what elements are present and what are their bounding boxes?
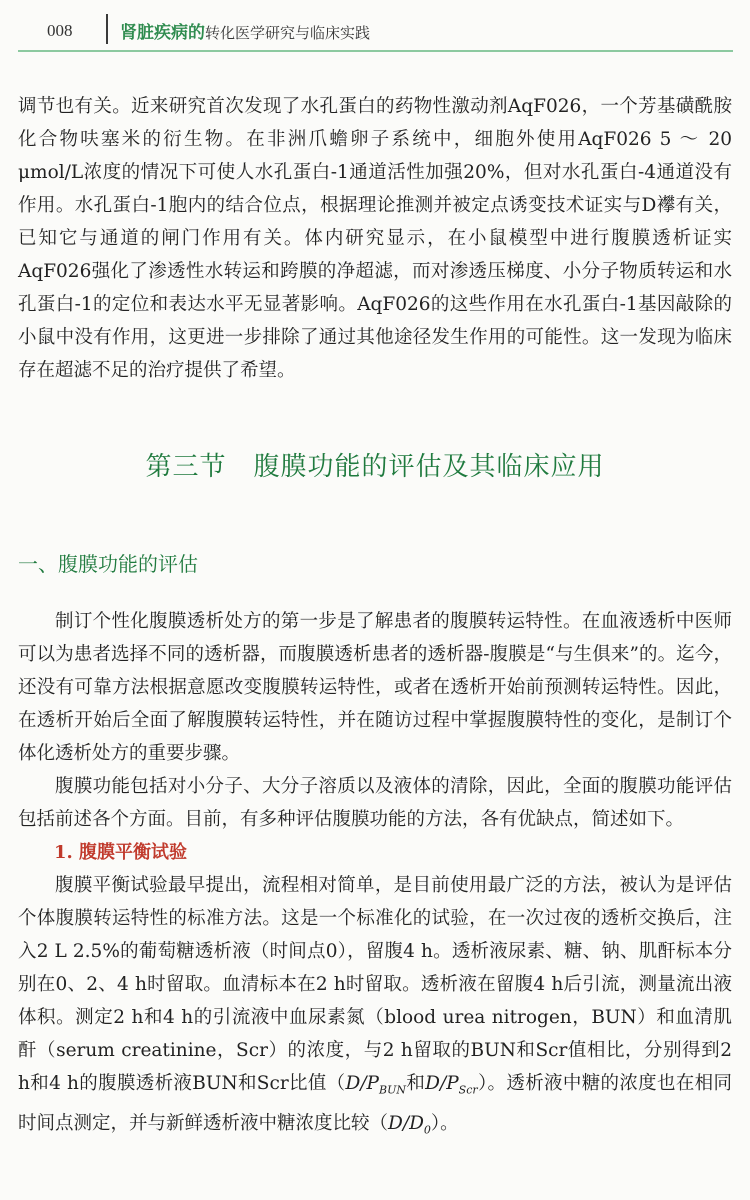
pet-text-mid: ）。透析液中糖的浓度也在相同时间点测定，并与新鲜透析液中糖浓度比较（ [18,1073,732,1134]
ratio-bun: $D/P_{BUN}$ [345,1073,406,1097]
page-body [18,90,732,1146]
pet-text-end: ）。 [430,1112,459,1134]
and-word: 和 [405,1073,426,1094]
ratio-glucose: $D/D_0$ [388,1112,431,1137]
running-title-rest: 转化医学研究与临床实践 [205,24,371,42]
paragraph-aquaporin: 调节也有关。近来研究首次发现了水孔蛋白的药物性激动剂AqF026，一个芳基磺酰胺化合物呋塞米的衍生物。在非洲爪蟾卵子系统中，细胞外使用AqF026 5 ～ 20 μmol/L浓度的情况下可使人水孔蛋白-1通道活性加强20%，但对水孔蛋白-4通道没有作用。水孔蛋白-1胞内的结合位点，根据理论推测并被定点诱变技术证实与D襻有关，已知它与通道的闸门作用有关。体内研究显示，在小鼠模型中进行腹膜透析证实AqF026强化了渗透性水转运和跨膜的净超滤，而对渗透压梯度、小分子物质转运和水孔蛋白-1的定位和表达水平无显著影响。AqF026的这些作用在水孔蛋白-1基因敲除的小鼠中没有作用，这更进一步排除了通过其他途径发生作用的可能性。这一发现为临床存在超滤不足的治疗提供了希望。 [18,96,732,381]
running-title-emphasis: 肾脏疾病的 [120,23,205,43]
header-rule [18,50,733,52]
ratio-scr: $D/P_{Scr}$ [425,1073,478,1097]
section-title: 一、腹膜功能的评估 [18,552,198,576]
pet-text-main: 腹膜平衡试验最早提出，流程相对简单，是目前使用最广泛的方法，被认为是评估个体腹膜转运特性的标准方法。这是一个标准化的试验，在一次过夜的透析交换后，注入2 L 2.5%的葡萄糖透析液（时间点0），留腹4 h。透析液尿素、糖、钠、肌酐标本分别在0、2、4 h时留取。血清标本在2 h时留取。透析液在留腹4 h后引流，测量流出液体积。测定2 h和4 h的引流液中血尿素氮（blood urea nitrogen，BUN）和血清肌酐（serum creatinine，Scr）的浓度，与2 h留取的BUN和Scr值相比，分别得到2 h和4 h的腹膜透析液BUN和Scr比值（ [18,875,732,1094]
page-header [0,0,750,56]
paragraph-prescription: 制订个性化腹膜透析处方的第一步是了解患者的腹膜转运特性。在血液透析中医师可以为患者选择不同的透析器，而腹膜透析患者的透析器-腹膜是“与生俱来”的。迄今，还没有可靠方法根据意愿改变腹膜转运特性，或者在透析开始前预测转运特性。因此，在透析开始后全面了解腹膜转运特性，并在随访过程中掌握腹膜特性的变化，是制订个体化透析处方的重要步骤。 [18,611,732,764]
header-separator [106,14,108,44]
page-number: 008 [47,21,73,40]
running-title [120,18,370,43]
subheading-pet: 1. 腹膜平衡试验 [54,842,188,863]
paragraph-pet [18,869,732,1146]
chapter-title: 第三节 腹膜功能的评估及其临床应用 [145,452,605,482]
paragraph-function: 腹膜功能包括对小分子、大分子溶质以及液体的清除，因此，全面的腹膜功能评估包括前述各个方面。目前，有多种评估腹膜功能的方法，各有优缺点，简述如下。 [18,776,732,830]
